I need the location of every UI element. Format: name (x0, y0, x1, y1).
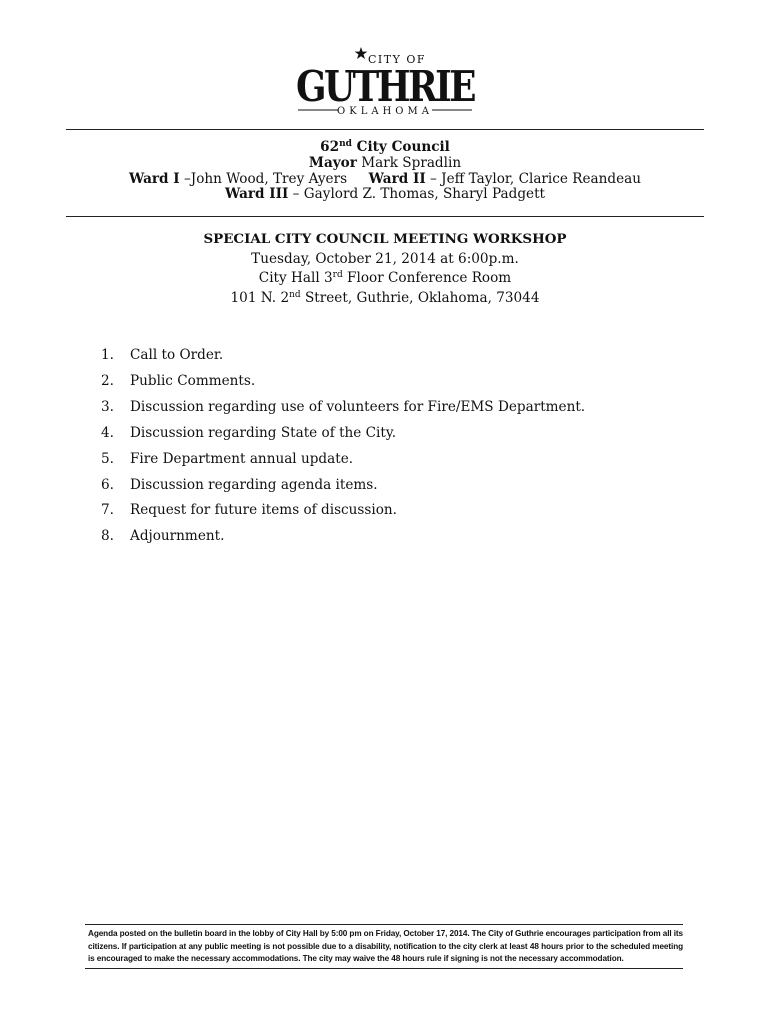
mayor-name: Mark Spradlin (356, 154, 462, 171)
ward1-label: Ward I (128, 170, 180, 187)
meeting-block (66, 230, 704, 308)
agenda-item-text: Call to Order. (130, 347, 224, 363)
agenda-item-text: Public Comments. (130, 372, 256, 389)
council-number-suffix: nd (339, 139, 352, 149)
agenda-item-number: 7. (101, 502, 114, 519)
council-number: 62 (320, 139, 340, 155)
agenda-list (101, 343, 661, 550)
meeting-datetime: Tuesday, October 21, 2014 at 6:00p.m. (251, 250, 519, 267)
council-block (66, 140, 704, 203)
agenda-item (101, 343, 661, 369)
mayor-line (66, 156, 704, 172)
meeting-location (66, 269, 704, 289)
agenda-item-text: Request for future items of discussion. (130, 502, 397, 519)
agenda-item-number: 1. (101, 347, 114, 363)
agenda-item-number: 8. (101, 528, 114, 545)
location-text: City Hall 3 (258, 270, 333, 286)
ward2-members: – Jeff Taylor, Clarice Reandeau (425, 170, 641, 187)
header-divider-top (66, 129, 704, 130)
wards-line (66, 172, 704, 188)
agenda-item-number: 6. (101, 476, 114, 493)
agenda-item (101, 524, 661, 550)
agenda-item (101, 369, 661, 395)
agenda-item-number: 2. (101, 372, 114, 389)
council-title-rest: City Council (351, 139, 450, 155)
agenda-item (101, 473, 661, 499)
posting-notice: Agenda posted on the bulletin board in the lobby of City Hall by 5:00 pm on Friday, October 17, 2014. The City of Guthrie encourages participation from all its citizens. If participation at any public meeting is not possible due to a disability, notification to the city clerk at least 48 hours prior to the scheduled meeting is encouraged to make the necessary accommodations. The city may waive the 48 hours rule if signing is not the necessary accommodation. (85, 924, 683, 969)
council-title (66, 140, 704, 156)
logo-state: OKLAHOMA (337, 106, 433, 117)
star-icon (355, 47, 368, 59)
agenda-item-text: Discussion regarding State of the City. (130, 424, 397, 441)
agenda-item-number: 5. (101, 450, 114, 467)
meeting-title: SPECIAL CITY COUNCIL MEETING WORKSHOP (203, 231, 567, 247)
address-suffix: nd (289, 289, 301, 300)
agenda-item (101, 421, 661, 447)
logo-city-name: GUTHRIE (296, 62, 475, 111)
city-of-guthrie-logo (290, 44, 480, 124)
mayor-label: Mayor (308, 154, 357, 171)
address-text: 101 N. 2 (230, 289, 290, 306)
ward3-label: Ward III (224, 186, 289, 203)
agenda-item-number: 4. (101, 424, 114, 441)
ward3-members: – Gaylord Z. Thomas, Sharyl Padgett (288, 186, 545, 203)
agenda-item (101, 447, 661, 473)
agenda-item-number: 3. (101, 398, 114, 415)
ward1-members: –John Wood, Trey Ayers (179, 170, 348, 187)
meeting-address (66, 289, 704, 309)
logo-city-of: CITY OF (368, 53, 427, 66)
agenda-item (101, 498, 661, 524)
address-text-end: Street, Guthrie, Oklahoma, 73044 (300, 289, 540, 306)
city-logo (0, 44, 770, 124)
ward2-label: Ward II (368, 170, 426, 187)
ward3-line (66, 187, 704, 203)
agenda-item-text: Fire Department annual update. (130, 450, 354, 467)
header-divider-bottom (66, 216, 704, 217)
location-text-end: Floor Conference Room (342, 270, 512, 286)
location-suffix: rd (332, 270, 343, 280)
agenda-item-text: Discussion regarding use of volunteers for Fire/EMS Department. (130, 398, 586, 415)
agenda-item-text: Adjournment. (130, 528, 225, 545)
agenda-item-text: Discussion regarding agenda items. (130, 476, 378, 493)
agenda-item (101, 395, 661, 421)
